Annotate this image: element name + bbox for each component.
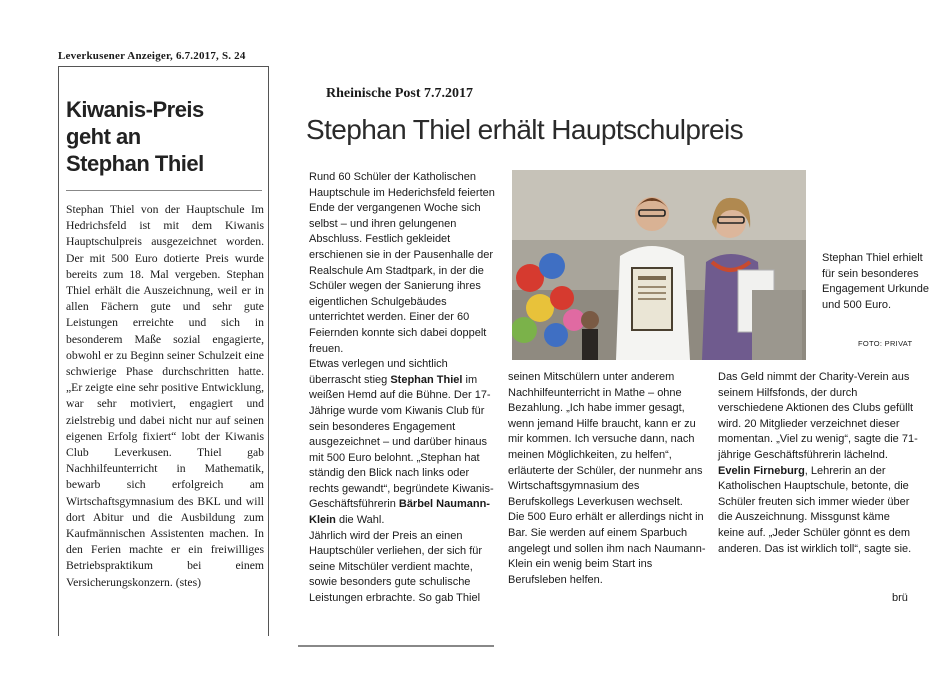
left-body-text: Stephan Thiel von der Hauptschule Im Hedrichsfeld ist mit dem Kiwanis Hauptschulpreis ausgezeichnet worden. Der mit 500 Euro dotierte Preis wurde bereits zum 18. Mal vergeben. Stephan Thiel erhält die Auszeichnung, weil er in allen Fächern gute und sehr gute Leistungen erreichte und sich in besonderem Maße sozial engagierte, obwohl er zu Beginn seiner Schulzeit eine schwierige Phase durchschritten hatte. „Er zeigte eine sehr positive Entwicklung, war sehr motiviert, engagiert und zielstrebig und dabei nicht nur auf seinen eigenen Erfolg fixiert“ lobt der Kiwanis Club Leverkusen. Thiel gab Nachhilfeunterricht in Mathematik, bewarb sich erfolgreich am Wirtschaftsgymnasium des BKL und will dort Abitur und die Ausbildung zum Kaufmännischen Assistenten machen. In den Ferien machte er ein freiwilliges Betriebspraktikum bei einem Versicherungskonzern. (stes) <box>66 203 264 589</box>
col-c-paragraph-2 <box>718 464 918 558</box>
left-headline-rule <box>66 190 262 191</box>
left-headline-line-2: geht an <box>66 124 141 149</box>
col-a-paragraph-3: Jährlich wird der Preis an einen Hauptschüler verliehen, der sich für seine Mitschüler verdient machte, sowie besonders gute schulische Leistungen erbrachte. So gab Thiel <box>309 529 483 605</box>
right-source-line: Rheinische Post 7.7.2017 <box>326 86 473 101</box>
left-headline-line-1: Kiwanis-Preis <box>66 97 204 122</box>
col-a-paragraph-2 <box>309 357 501 529</box>
left-headline-line-3: Stephan Thiel <box>66 151 204 176</box>
col-b-paragraph-2: Die 500 Euro erhält er allerdings nicht in Bar. Sie werden auf einem Sparbuch angelegt und sollen ihm nach Naumann-Klein ein wenig beim Start ins Berufsleben helfen. <box>508 511 706 586</box>
right-column-c <box>718 370 918 557</box>
col-a-p2-text-c: die Wahl. <box>335 514 385 527</box>
name-evelin-firneburg: Evelin Firneburg <box>718 464 805 477</box>
bottom-rule <box>298 645 494 647</box>
left-column-border-right <box>268 66 269 636</box>
col-c-paragraph-1: Das Geld nimmt der Charity-Verein aus seinem Hilfsfonds, der durch verschiedene Aktionen des Clubs gefüllt wird. 20 Mitglieder verzeichnet dieser momentan. „Viel zu wenig“, sagte die 71-jährige Geschäftsführerin lächelnd. <box>718 371 918 461</box>
right-headline: Stephan Thiel erhält Hauptschulpreis <box>306 114 744 145</box>
photo-credit: FOTO: PRIVAT <box>858 339 913 348</box>
left-source-rule <box>58 66 268 67</box>
author-signature: brü <box>892 592 908 604</box>
left-source-line: Leverkusener Anzeiger, 6.7.2017, S. 24 <box>58 50 246 62</box>
name-stephan-thiel: Stephan Thiel <box>390 373 463 386</box>
col-a-p2-text-a: Etwas verlegen und sichtlich überrascht stieg <box>309 358 448 386</box>
col-a-paragraph-1: Rund 60 Schüler der Katholischen Hauptschule im Hederichsfeld feierten Ende der vergangenen Woche sich selbst – und ihren gelungenen Abschluss. Festlich gekleidet erschienen sie in der Pausenhalle der Realschule Am Stadtpark, in der die Schüler wegen der Sanierung ihres eigentlichen Schulgebäudes unterrichtet werden. Einer der 60 Feiernden konnte sich dabei doppelt freuen. <box>309 171 495 355</box>
col-a-p2-text-b: im weißen Hemd auf die Bühne. Der 17-Jährige wurde vom Kiwanis Club für sein besonderes Engagement ausgezeichnet – und darüber hinaus mit 500 Euro belohnt. „Stephan hat ständig den Blick nach links oder rechts gewandt“, begründete Kiwanis-Geschäftsführerin <box>309 373 494 511</box>
award-photo-image <box>512 170 806 360</box>
left-article-body <box>66 202 264 591</box>
right-column-a <box>309 170 501 607</box>
col-b-paragraph-1: seinen Mitschülern unter anderem Nachhilfeunterricht in Mathe – ohne Bezahlung. „Ich habe immer gesagt, wenn jemand Hilfe braucht, kann er zu mir kommen. Ich versuche dann, nach meinen Möglichkeiten, zu helfen“, erläuterte der Schüler, der nunmehr ans Wirtschaftsgymnasium des Berufskollegs Leverkusen wechselt. <box>508 371 703 508</box>
photo-caption: Stephan Thiel erhielt für sein besonderes Engagement Urkunde und 500 Euro. <box>822 252 930 311</box>
name-baerbel-naumann-klein: Bärbel Naumann-Klein <box>309 498 490 527</box>
award-photo <box>512 170 806 360</box>
col-c-p2-text: , Lehrerin an der Katholischen Hauptschule, betonte, die Schüler freuten sich immer wieder über die Auszeichnung. Missgunst käme keine auf. „Jeder Schüler gönnt es dem anderen. Das ist wirklich toll“, sagte sie. <box>718 464 912 555</box>
left-headline <box>66 96 266 177</box>
left-column-border-left <box>58 66 59 636</box>
right-column-b <box>508 370 708 588</box>
